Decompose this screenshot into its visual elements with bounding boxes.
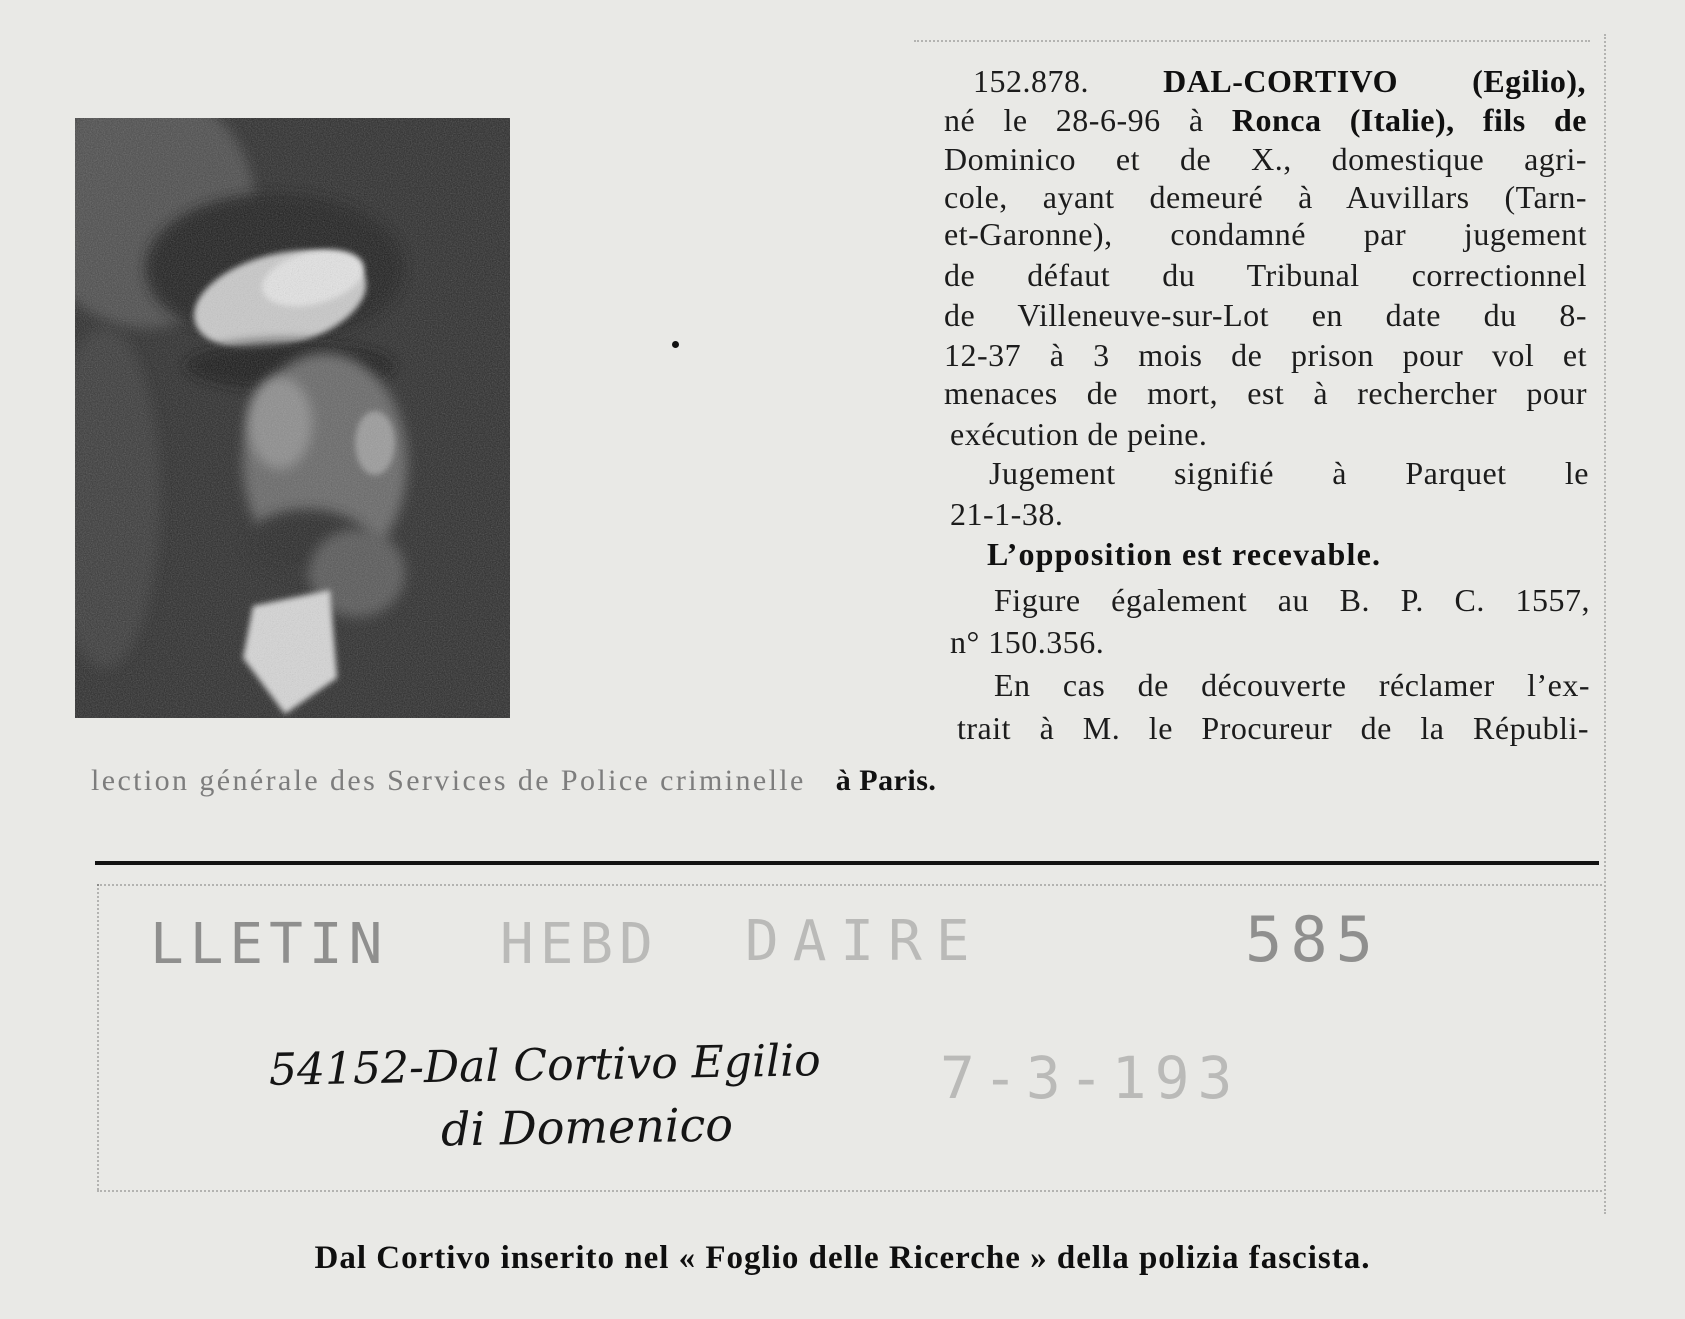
text-line: Figure également au B. P. C. 1557, — [994, 582, 1590, 618]
birth-place: Ronca (Italie), fils de — [1231, 102, 1588, 138]
text-line: En cas de découverte réclamer l’ex- — [994, 667, 1590, 703]
text-line: et-Garonne), condamné par jugement — [944, 216, 1587, 252]
scan-top-dotted-line — [914, 40, 1590, 42]
text-line: cole, ayant demeuré à Auvillars (Tarn- — [944, 179, 1587, 215]
text-line: 12-37 à 3 mois de prison pour vol et — [944, 337, 1587, 373]
stamp-word: DAIRE — [745, 909, 984, 974]
text-line: de défaut du Tribunal correctionnel — [944, 257, 1587, 293]
footer-city: à Paris. — [835, 764, 937, 797]
photo-grain — [75, 118, 510, 718]
footer-line — [91, 761, 936, 801]
text-line: Jugement signifié à Parquet le — [989, 455, 1589, 491]
text-line: 21-1-38. — [950, 496, 1064, 532]
stamp-number: 585 — [1245, 903, 1381, 976]
birth-line — [944, 100, 1587, 140]
stamp-area-bottom-dotted-line — [97, 1190, 1602, 1192]
portrait-photo — [75, 118, 510, 718]
stamp-area-left-dotted-line — [97, 884, 99, 1190]
stamp-date: 7-3-193 — [940, 1044, 1241, 1112]
text-line: trait à M. le Procureur de la Républi- — [957, 710, 1589, 746]
footer-prefix: lection générale des Services de Police criminelle — [91, 764, 806, 797]
ink-speck — [672, 341, 679, 348]
divider-rule — [95, 861, 1599, 865]
entry-heading-line — [973, 61, 1586, 101]
birth-prefix: né le 28-6-96 à — [944, 102, 1204, 138]
scan-right-dotted-line — [1604, 34, 1606, 1214]
text-line: menaces de mort, est à rechercher pour — [944, 375, 1587, 411]
text-line: exécution de peine. — [950, 416, 1208, 452]
opposition-line: L’opposition est recevable. — [987, 536, 1382, 572]
handwritten-name: 54152-Dal Cortivo Egilio — [268, 1035, 822, 1096]
entry-number: 152.878. — [973, 63, 1089, 99]
stamp-word: HEBD — [500, 912, 659, 977]
stamp-word: LLETIN — [150, 912, 389, 977]
text-line: Dominico et de X., domestique agri- — [944, 141, 1587, 177]
text-line: n° 150.356. — [950, 624, 1105, 660]
text-line: de Villeneuve-sur-Lot en date du 8- — [944, 297, 1587, 333]
figure-caption: Dal Cortivo inserito nel « Foglio delle Ricerche » della polizia fascista. — [314, 1240, 1371, 1276]
entry-name: DAL-CORTIVO (Egilio), — [1163, 63, 1586, 99]
handwritten-father: di Domenico — [440, 1097, 734, 1157]
stamp-area-top-dotted-line — [97, 884, 1602, 886]
